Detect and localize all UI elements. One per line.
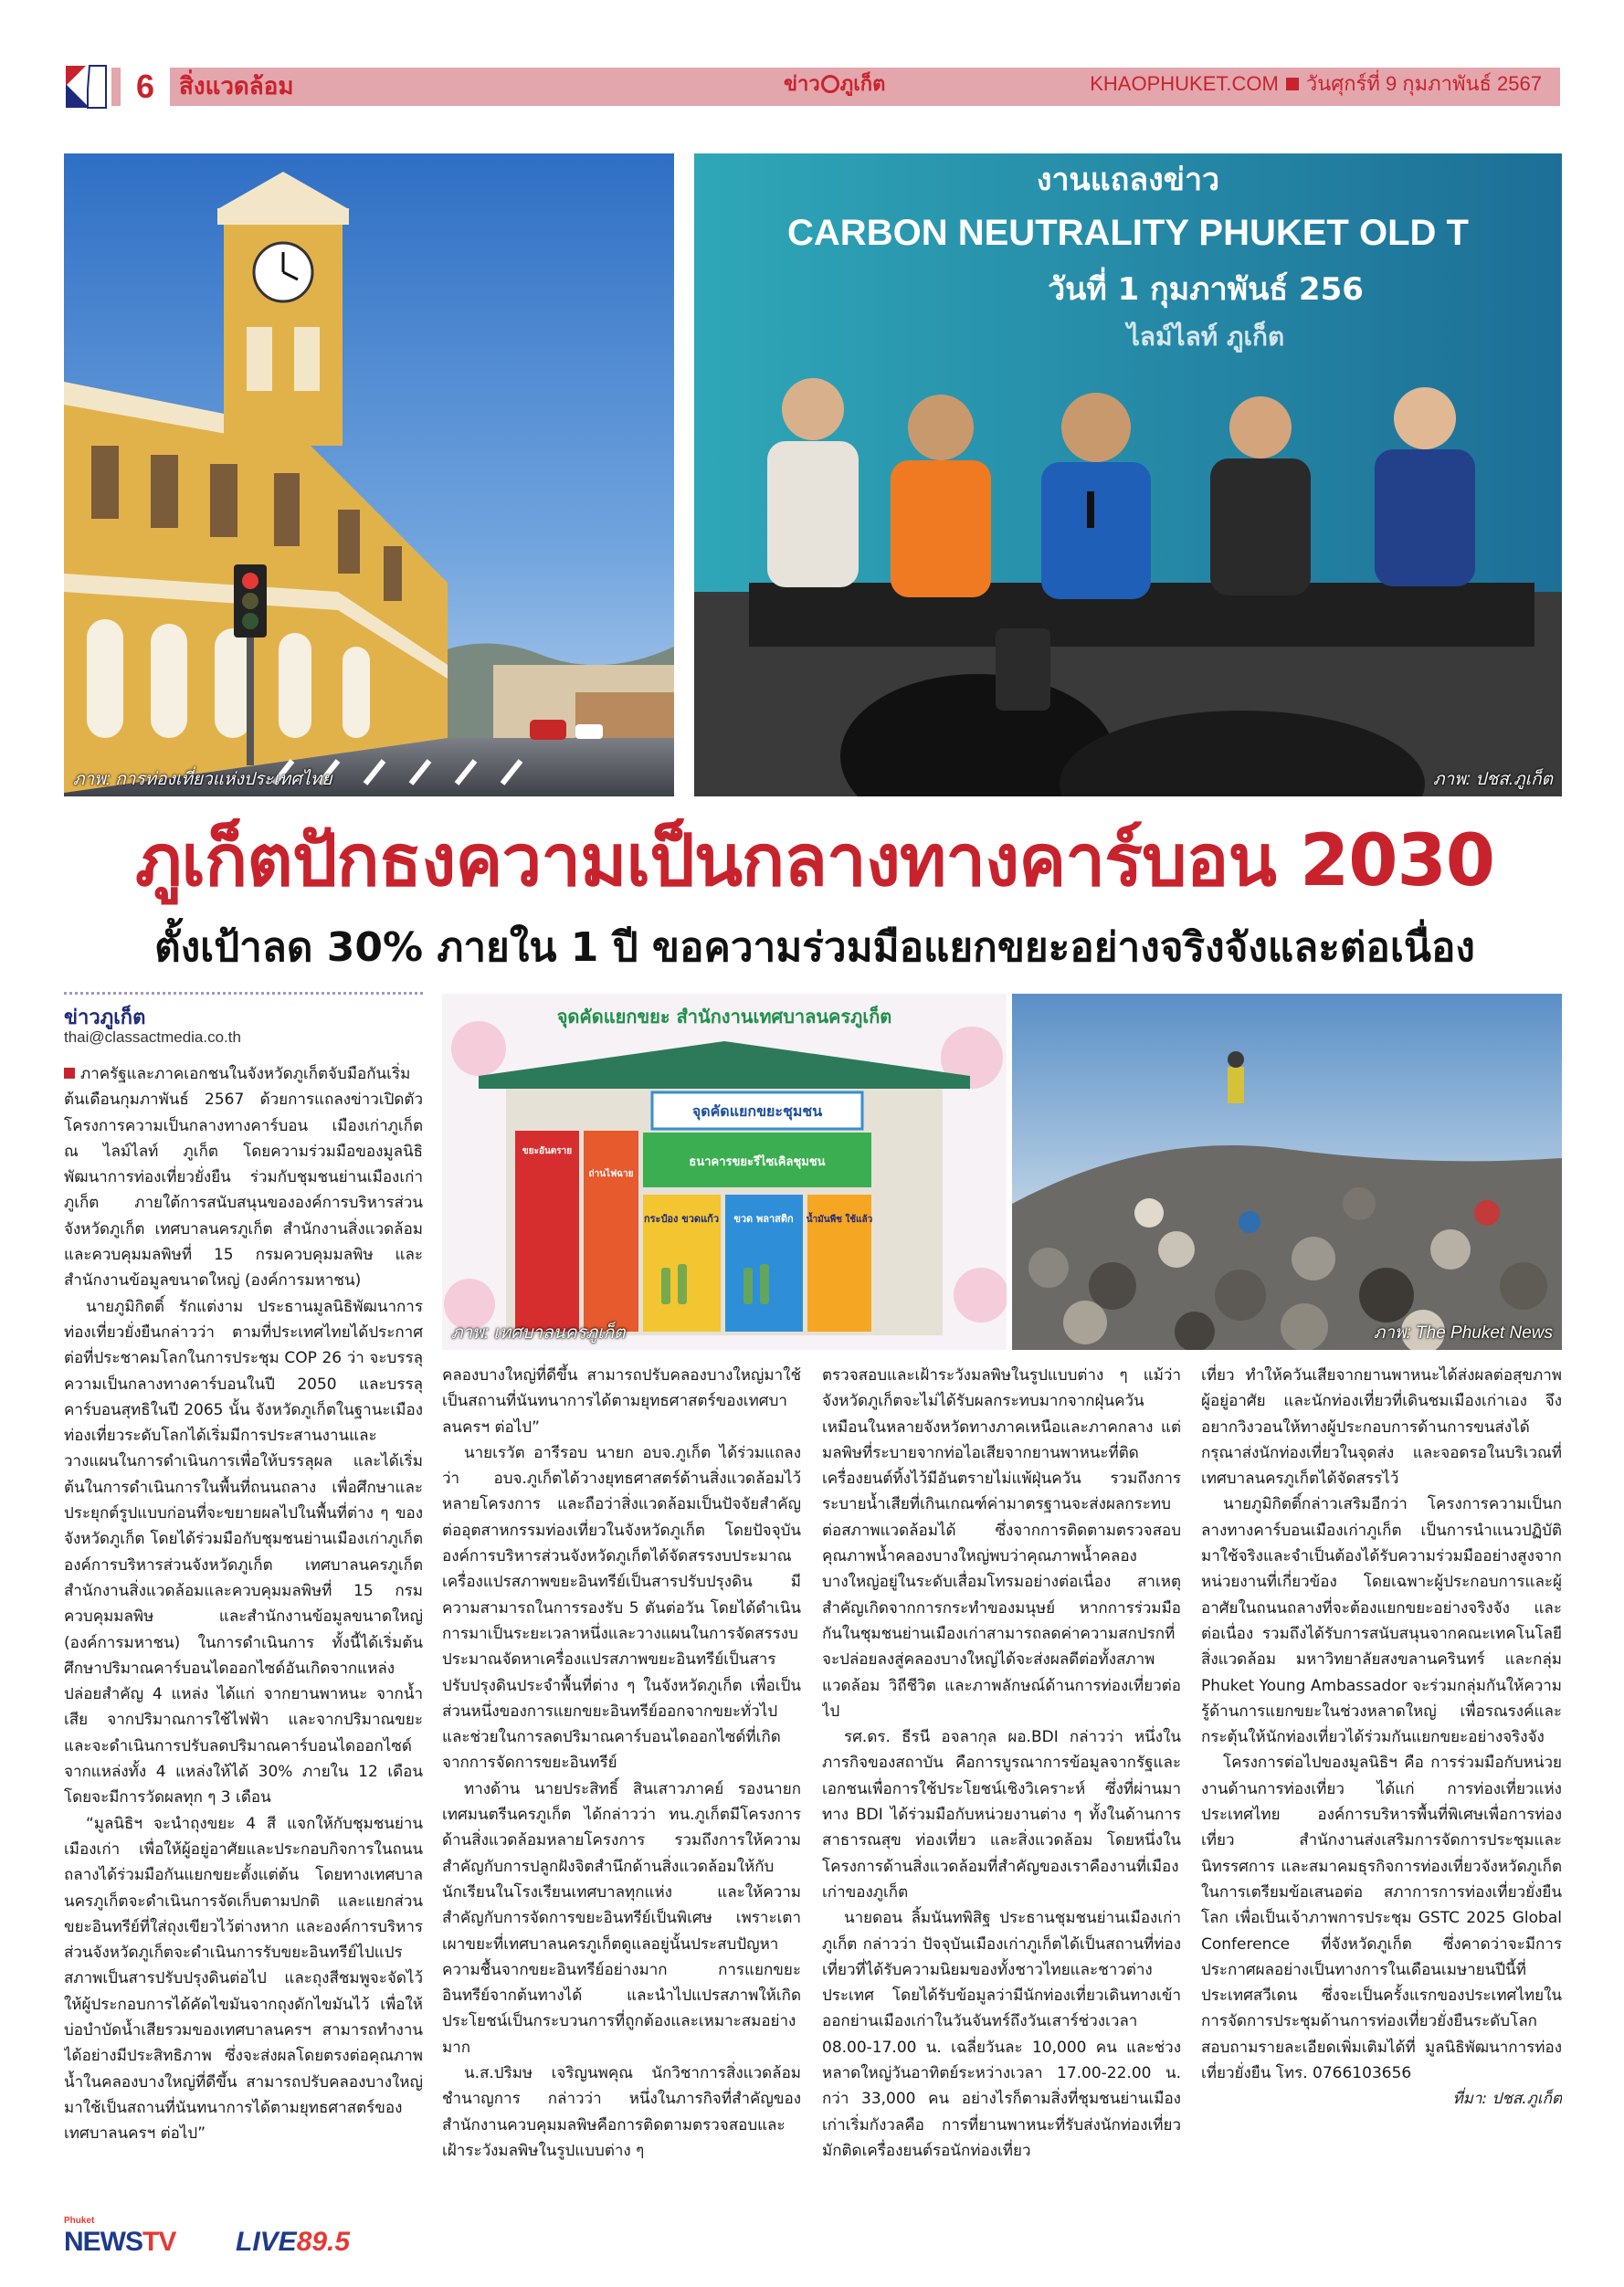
article-paragraph: โครงการต่อไปของมูลนิธิฯ คือ การร่วมมือกับหน่วยงานด้านการท่องเที่ยว ได้แก่ การท่องเที่ยวแห่งประเทศไทย องค์การบริหารพื้นที่พิเศษเพื่อการท่องเที่ยว สำนักงานส่งเสริมการจัดการประชุมและนิทรรศการ และสมาคมธุรกิจการท่องเที่ยวจังหวัดภูเก็ตในการเตรียมข้อเสนอต่อ สภาการการท่องเที่ยวยั่งยืนโลก เพื่อเป็นเจ้าภาพการประชุม GSTC 2025 Global Conference ที่จังหวัดภูเก็ต ซึ่งคาดว่าจะมีการประกาศผลอย่างเป็นทางการในเดือนเมษายนปีนี้ที่ประเทศสวีเดน ซึ่งจะเป็นครั้งแรกของประเทศไทยในการจัดการประชุมด้านการท่องเที่ยวยั่งยืนระดับโลก สอบถามรายละเอียดเพิ่มเติมได้ที่ มูลนิธิพัฒนาการท่องเที่ยวยั่งยืน โทร. 0766103656 <box>1201 1754 1562 2083</box>
panel-hazard-text: ขยะอันตราย <box>522 1146 573 1156</box>
article-paragraph: ตรวจสอบและเฝ้าระวังมลพิษในรูปแบบต่าง ๆ แม้ว่าจังหวัดภูเก็ตจะไม่ได้รับผลกระทบมากจากฝุ่นควันเหมือนในหลายจังหวัดทางภาคเหนือและภาคกลาง แต่มลพิษที่ระบายจากท่อไอเสียจากยานพาหนะที่ติดเครื่องยนต์ทิ้งไว้มีอันตรายไม่แพ้ฝุ่นควัน รวมถึงการระบายน้ำเสียที่เกินเกณฑ์ค่ามาตรฐานจะส่งผลกระทบต่อสภาพแวดล้อมได้ ซึ่งจากการติดตามตรวจสอบคุณภาพน้ำคลองบางใหญ่พบว่าคุณภาพน้ำคลองบางใหญ่อยู่ในระดับเสื่อมโทรมอย่างต่อเนื่อง สาเหตุสำคัญเกิดจากการกระทำของมนุษย์ หากการร่วมมือกันในชุมชนย่านเมืองเก่าสามารถลดค่าความสกปรกที่จะปล่อยลงสู่คลองบางใหญ่ได้จะส่งผลดีต่อทั้งสภาพแวดล้อม วิถีชีวิต และภาพลักษณ์ด้านการท่องเที่ยวต่อไป <box>822 1366 1181 1721</box>
footer-logo2-main: LIVE <box>236 2227 297 2257</box>
sorting-station-photo <box>442 994 1007 1350</box>
banner-line1: งานแถลงข่าว <box>1036 162 1220 198</box>
article-source: ที่มา: ปชส.ภูเก็ต <box>1452 2090 1562 2109</box>
clock-tower-illustration <box>64 153 674 796</box>
press-event-caption: ภาพ: ปชส.ภูเก็ต <box>1433 770 1553 789</box>
brand-prefix: ข่าว <box>784 73 820 96</box>
sign-main-text: จุดคัดแยกขยะชุมชน <box>691 1102 823 1120</box>
bin-oil-text: น้ำมันพืช ใช้แล้ว <box>806 1215 873 1225</box>
landfill-illustration <box>1012 994 1562 1350</box>
sorting-station-caption: ภาพ: เทศบาลนครภูเก็ต <box>451 1323 626 1343</box>
byline-name: ข่าวภูเก็ต <box>64 1006 146 1029</box>
banner-line4: ไลม์ไลท์ ภูเก็ต <box>1126 321 1285 352</box>
brand-circle-icon <box>821 75 839 93</box>
sign-top-text: จุดคัดแยกขยะ สำนักงานเทศบาลนครภูเก็ต <box>556 1006 892 1028</box>
article-column-3 <box>822 1363 1181 2192</box>
article-paragraph: น.ส.ปริมษ เจริญนพคุณ นักวิชาการสิ่งแวดล้อมชำนาญการ กล่าวว่า หนึ่งในภารกิจที่สำคัญของสำนักงานควบคุมมลพิษคือการติดตามตรวจสอบและเฝ้าระวังมลพิษในรูปแบบต่าง ๆ <box>442 2064 801 2160</box>
footer-live-radio-logo[interactable] <box>236 2227 350 2258</box>
header-meta <box>1090 68 1542 106</box>
article-paragraph: นายภูมิกิตติ์กล่าวเสริมอีกว่า โครงการความเป็นกลางทางคาร์บอนเมืองเก่าภูเก็ต เป็นการนำแนวปฏิบัติมาใช้จริงและจำเป็นต้องได้รับความร่วมมืออย่างสูงจากหน่วยงานที่เกี่ยวข้อง โดยเฉพาะผู้ประกอบการและผู้อาศัยในถนนถลางที่จะต้องแยกขยะอย่างจริงจัง และต่อเนื่อง รวมถึงได้รับการสนับสนุนจากคณะเทคโนโลยีสิ่งแวดล้อม มหาวิทยาลัยสงขลานครินทร์ และกลุ่ม Phuket Young Ambassador จะร่วมกลุ่มกันให้ความรู้ด้านการแยกขยะในช่วงหลาดใหญ่ เพื่อรณรงค์และกระตุ้นให้นักท่องเที่ยวได้ร่วมกันแยกขยะอย่างจริงจัง <box>1201 1495 1562 1747</box>
sorting-station-illustration <box>442 994 1007 1350</box>
panel-bank-text: ธนาคารขยะรีไซเคิลชุมชน <box>689 1155 826 1169</box>
article-paragraph: ภาครัฐและภาคเอกชนในจังหวัดภูเก็ตจับมือกันเริ่มต้นเดือนกุมภาพันธ์ 2567 ด้วยการแถลงข่าวเปิดตัว โครงการความเป็นกลางทางคาร์บอน เมืองเก่าภูเก็ต ณ ไลม์ไลท์ ภูเก็ต โดยความร่วมมือของมูลนิธิพัฒนาการท่องเที่ยวยั่งยืน ร่วมกับชุมชนย่านเมืองเก่าภูเก็ต ภายใต้การสนับสนุนขององค์การบริหารส่วนจังหวัดภูเก็ต เทศบาลนครภูเก็ต สำนักงานสิ่งแวดล้อมและควบคุมมลพิษที่ 15 กรมควบคุมมลพิษ และสำนักงานข้อมูลขนาดใหญ่ (องค์การมหาชน) <box>64 1065 423 1291</box>
clock-tower-caption: ภาพ: การท่องเที่ยวแห่งประเทศไทย <box>73 770 332 789</box>
subheadline: ตั้งเป้าลด 30% ภายใน 1 ปี ขอความร่วมมือแยกขยะอย่างจริงจังและต่อเนื่อง <box>154 924 1475 971</box>
press-event-photo <box>694 153 1562 796</box>
brand-suffix: ภูเก็ต <box>839 73 886 96</box>
section-title: สิ่งแวดล้อม <box>179 73 294 100</box>
footer-logo1-tv: TV <box>142 2227 176 2257</box>
byline-email[interactable]: thai@classactmedia.co.th <box>64 1028 241 1046</box>
article-paragraph: นายเรวัต อารีรอบ นายก อบจ.ภูเก็ต ได้ร่วมแถลงว่า อบจ.ภูเก็ตได้วางยุทธศาสตร์ด้านสิ่งแวดล้อมไว้หลายโครงการ และถือว่าสิ่งแวดล้อมเป็นปัจจัยสำคัญต่ออุตสาหกรรมท่องเที่ยวในจังหวัดภูเก็ต โดยปัจจุบันองค์การบริหารส่วนจังหวัดภูเก็ตได้จัดสรรงบประมาณเครื่องแปรสภาพขยะอินทรีย์เป็นสารปรับปรุงดิน มีความสามารถในการรองรับ 5 ตันต่อวัน โดยได้ดำเนินการมาเป็นระยะเวลาหนึ่งและวางแผนในการจัดสรรงบประมาณจัดหาเครื่องแปรสภาพขยะอินทรีย์เป็นสารปรับปรุงดินประจำพื้นที่ต่าง ๆ ในจังหวัดภูเก็ต เพื่อเป็นส่วนหนึ่งของการแยกขยะอินทรีย์ออกจากขยะทั่วไป และช่วยในการลดปริมาณคาร์บอนไดออกไซด์ที่เกิดจากการจัดการขยะอินทรีย์ <box>442 1443 801 1773</box>
article-paragraph: “มูลนิธิฯ จะนำถุงขยะ 4 สี แจกให้กับชุมชนย่านเมืองเก่า เพื่อให้ผู้อยู่อาศัยและประกอบกิจการในถนนถลางได้ร่วมมือกันแยกขยะตั้งแต่ต้น โดยทางเทศบาลนครภูเก็ตจะดำเนินการจัดเก็บตามปกติ และแยกส่วนขยะอินทรีย์ที่ใส่ถุงเขียวไว้ต่างหาก และองค์การบริหารส่วนจังหวัดภูเก็ตจะดำเนินการรับขยะอินทรีย์ไปแปรสภาพเป็นสารปรับปรุงดินต่อไป และถุงสีชมพูจะจัดไว้ให้ผู้ประกอบการได้คัดไขมันจากถุงดักไขมันไว้ เพื่อให้บ่อบำบัดน้ำเสียรวมของเทศบาลนครฯ สามารถทำงานได้อย่างมีประสิทธิภาพ ซึ่งจะส่งผลโดยตรงต่อคุณภาพน้ำในคลองบางใหญ่ที่ดีขึ้น สามารถปรับคลองบางใหญ่มาใช้เป็นสถานที่นันทนาการได้ตามยุทธศาสตร์ของเทศบาลนครฯ ต่อไป” <box>64 1814 423 2144</box>
article-paragraph: เที่ยว ทำให้ควันเสียจากยานพาหนะได้ส่งผลต่อสุขภาพผู้อยู่อาศัย และนักท่องเที่ยวที่เดินชมเมืองเก่าเอง จึงอยากวิงวอนให้ทางผู้ประกอบการด้านการขนส่งได้กรุณาส่งนักท่องเที่ยวในจุดส่ง และจอดรอในบริเวณที่เทศบาลนครภูเก็ตได้จัดสรรไว้ <box>1201 1366 1562 1489</box>
article-paragraph: นายดอน ลิ้มนันทพิสิฐ ประธานชุมชนย่านเมืองเก่าภูเก็ต กล่าวว่า ปัจจุบันเมืองเก่าภูเก็ตได้เป็นสถานที่ท่องเที่ยวที่ได้รับความนิยมของทั้งชาวไทยและชาวต่างประเทศ โดยได้รับข้อมูลว่ามีนักท่องเที่ยวเดินทางเข้าออกย่านเมืองเก่าในวันจันทร์ถึงวันเสาร์ช่วงเวลา 08.00-17.00 น. เฉลี่ยวันละ 10,000 คน และช่วงหลาดใหญ่วันอาทิตย์ระหว่างเวลา 17.00-22.00 น. กว่า 33,000 คน อย่างไรก็ตามสิ่งที่ชุมชนย่านเมืองเก่าเริ่มกังวลคือ การที่ยานพาหนะที่รับส่งนักท่องเที่ยวมักติดเครื่องยนต์รอนักท่องเที่ยว <box>822 1909 1181 2160</box>
landfill-caption: ภาพ: The Phuket News <box>1373 1323 1553 1343</box>
article-paragraph: คลองบางใหญ่ที่ดีขึ้น สามารถปรับคลองบางใหญ่มาใช้เป็นสถานที่นันทนาการได้ตามยุทธศาสตร์ของเทศบาลนครฯ ต่อไป” <box>442 1366 801 1437</box>
panel-battery-text: ถ่านไฟฉาย <box>588 1169 634 1179</box>
article-paragraph: ทางด้าน นายประสิทธิ์ สินเสาวภาคย์ รองนายกเทศมนตรีนครภูเก็ต ได้กล่าวว่า ทน.ภูเก็ตมีโครงการด้านสิ่งแวดล้อมหลายโครงการ รวมถึงการให้ความสำคัญกับการปลูกฝังจิตสำนึกด้านสิ่งแวดล้อมให้กับนักเรียนในโรงเรียนเทศบาลทุกแห่ง และให้ความสำคัญกับการจัดการขยะอินทรีย์เป็นพิเศษ เพราะเตาเผาขยะที่เทศบาลนครภูเก็ตดูแลอยู่นั้นประสบปัญหาความชื้นจากขยะอินทรีย์อย่างมาก การแยกขยะอินทรีย์จากต้นทางได้ และนำไปแปรสภาพให้เกิดประโยชน์เป็นกระบวนการที่ถูกต้องและเหมาะสมอย่างมาก <box>442 1779 801 2057</box>
clock-tower-photo <box>64 153 674 796</box>
footer-logo1-small: Phuket <box>64 2216 95 2226</box>
bin-plastic-text: ขวด พลาสติก <box>733 1213 794 1225</box>
brand-name <box>784 68 885 106</box>
issue-date: วันศุกร์ที่ 9 กุมภาพันธ์ 2567 <box>1305 72 1542 95</box>
article-column-1 <box>64 1061 423 2192</box>
masthead <box>62 64 1560 110</box>
press-event-illustration <box>694 153 1562 796</box>
bin-cans-text: กระป๋อง ขวดแก้ว <box>643 1213 720 1225</box>
footer-logo2-num: 89.5 <box>296 2227 351 2257</box>
separator-square-icon <box>1286 78 1299 90</box>
page-number: 6 <box>121 64 170 110</box>
footer-news-tv-logo[interactable] <box>64 2216 176 2258</box>
headline: ภูเก็ตปักธงความเป็นกลางทางคาร์บอน 2030 <box>134 820 1495 902</box>
footer-logo1-main: NEWS <box>64 2227 142 2257</box>
article-column-2 <box>442 1363 801 2192</box>
publication-logo-icon <box>62 64 110 110</box>
website-link[interactable]: KHAOPHUKET.COM <box>1090 72 1279 95</box>
article-paragraph: รศ.ดร. ธีรนี อจลากุล ผอ.BDI กล่าวว่า หนึ่งในภารกิจของสถาบัน คือการบูรณาการข้อมูลจากรัฐและเอกชนเพื่อการใช้ประโยชน์เชิงวิเคราะห์ ซึ่งที่ผ่านมาทาง BDI ได้ร่วมมือกับหน่วยงานต่าง ๆ ทั้งในด้านการสาธารณสุข ท่องเที่ยว และสิ่งแวดล้อม โดยหนึ่งในโครงการด้านสิ่งแวดล้อมที่สำคัญของเราคืองานที่เมืองเก่าของภูเก็ต <box>822 1728 1181 1902</box>
banner-line3: วันที่ 1 กุมภาพันธ์ 256 <box>1048 271 1364 308</box>
landfill-photo <box>1012 994 1562 1350</box>
banner-line2: CARBON NEUTRALITY PHUKET OLD T <box>787 213 1469 253</box>
article-paragraph: นายภูมิกิตติ์ รักแต่งาม ประธานมูลนิธิพัฒนาการท่องเที่ยวยั่งยืนกล่าวว่า ตามที่ประเทศไทยได้ประกาศต่อที่ประชาคมโลกในการประชุม COP 26 ว่า จะบรรลุความเป็นกลางทางคาร์บอนในปี 2050 และบรรลุคาร์บอนสุทธิในปี 2065 นั้น จังหวัดภูเก็ตในฐานะเมืองท่องเที่ยวระดับโลกได้เริ่มมีการประสานงานและวางแผนในการดำเนินการเพื่อให้บรรลุผล และได้เริ่มต้นในการดำเนินการในพื้นที่ถนนถลาง เพื่อศึกษาและประยุกต์รูปแบบก่อนที่จะขยายผลไปในพื้นที่ต่าง ๆ ของจังหวัดภูเก็ต โดยได้ร่วมมือกับชุมชนย่านเมืองเก่าภูเก็ต องค์การบริหารส่วนจังหวัดภูเก็ต เทศบาลนครภูเก็ต สำนักงานสิ่งแวดล้อมและควบคุมมลพิษที่ 15 กรมควบคุมมลพิษ และสำนักงานข้อมูลขนาดใหญ่ (องค์การมหาชน) ในการดำเนินการ ทั้งนี้ได้เริ่มต้นศึกษาปริมาณคาร์บอนไดออกไซด์อันเกิดจากแหล่งปล่อยสำคัญ 4 แหล่ง ได้แก่ จากยานพาหนะ จากน้ำเสีย จากปริมาณการใช้ไฟฟ้า และจากปริมาณขยะ และจะดำเนินการปรับลดปริมาณคาร์บอนไดออกไซด์จากแหล่งทั้ง 4 แหล่งให้ได้ 30% ภายใน 12 เดือน โดยจะมีการวัดผลทุก ๆ 3 เดือน <box>64 1297 423 1807</box>
byline-divider <box>64 992 423 995</box>
bullet-square-icon <box>64 1068 75 1079</box>
article-column-4 <box>1201 1363 1562 2192</box>
